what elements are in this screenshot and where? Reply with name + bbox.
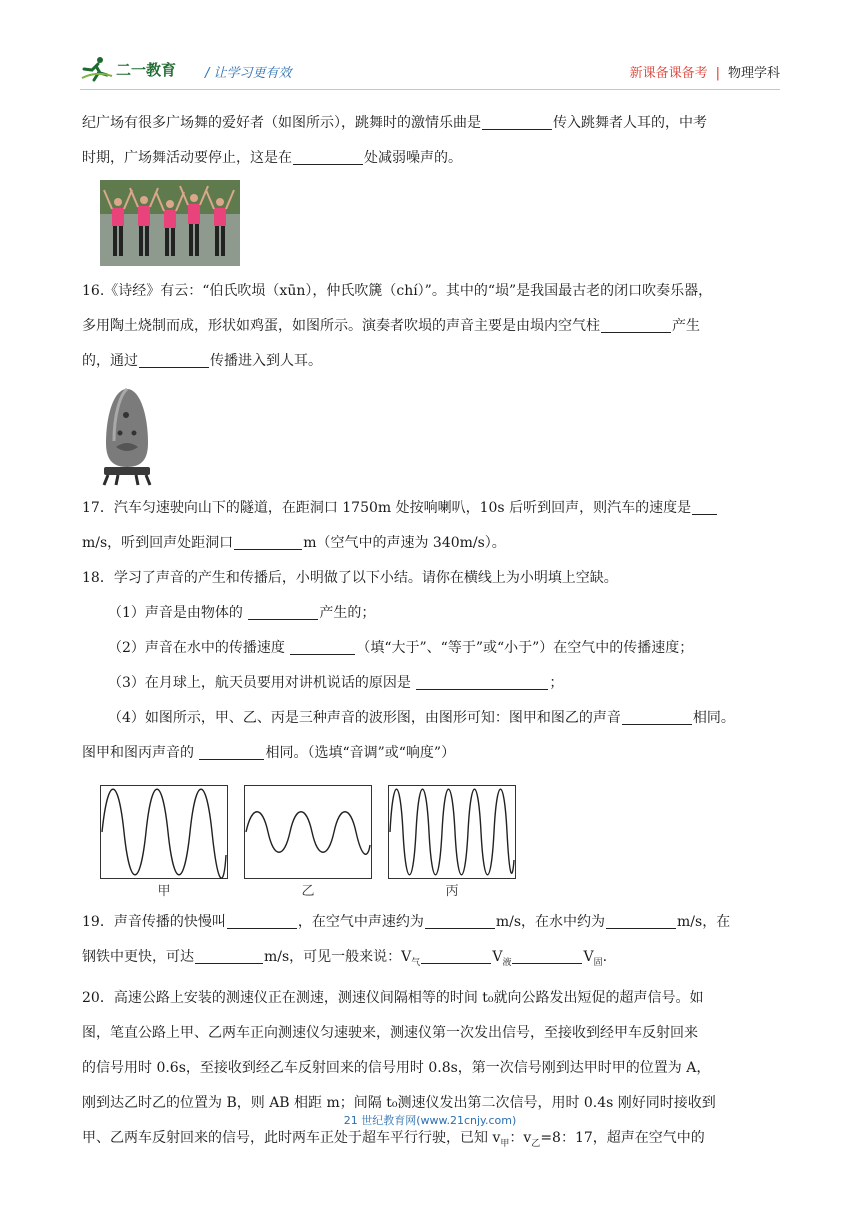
subscript: 固 — [593, 957, 603, 968]
header-tag: 新课备课备考 — [629, 66, 708, 81]
text: 刚到达乙时乙的位置为 B，则 AB 相距 m；间隔 t₀测速仪发出第二次信号，用时 0.4s 刚好同时接收到 — [82, 1094, 716, 1111]
text: 17．汽车匀速驶向山下的隧道，在距洞口 1750m 处按响喇叭，10s 后听到回声，则汽车的速度是 — [82, 500, 692, 516]
text: 传入跳舞者人耳的，中考 — [553, 115, 707, 131]
text: （4）如图所示，甲、乙、丙是三种声音的波形图，由图形可知：图甲和图乙的声音 — [108, 710, 621, 726]
blank — [421, 947, 491, 964]
blank — [512, 947, 582, 964]
blank — [622, 708, 692, 725]
blank — [199, 743, 264, 760]
waveform-label: 乙 — [301, 884, 315, 899]
subscript: 液 — [502, 957, 512, 968]
text-line — [82, 106, 780, 141]
text-line — [82, 526, 780, 561]
text-line — [82, 736, 780, 771]
question-18 — [82, 561, 780, 905]
text: m/s，在 — [677, 914, 731, 930]
question-20 — [82, 981, 780, 1162]
text-line — [82, 141, 780, 176]
blank — [601, 316, 671, 333]
question-19 — [82, 905, 780, 981]
text: 图，笔直公路上甲、乙两车正向测速仪匀速驶来，测速仪第一次发出信号，至接收到经甲车反射回来 — [82, 1024, 698, 1041]
text: 传播进入到人耳。 — [210, 353, 322, 369]
header-separator: | — [715, 66, 720, 81]
slogan: / 让学习更有效 — [205, 66, 292, 81]
text-line — [82, 940, 780, 981]
text: m（空气中的声速为 340m/s）。 — [303, 535, 506, 551]
text: （2）声音在水中的传播速度 — [108, 640, 290, 656]
text: 处减弱噪声的。 — [364, 150, 462, 166]
blank — [195, 947, 263, 964]
text: 纪广场有很多广场舞的爱好者（如图所示），跳舞时的激情乐曲是 — [82, 115, 481, 131]
waveform-jia-graph — [100, 785, 228, 879]
text: （1）声音是由物体的 — [108, 605, 248, 621]
text-line — [82, 561, 780, 596]
blank — [293, 148, 363, 165]
text: 相同。（选填“音调”或“响度”） — [265, 745, 456, 761]
blank — [425, 912, 495, 929]
blank — [248, 603, 318, 620]
text: 产生的； — [319, 605, 376, 621]
blank — [290, 638, 355, 655]
text: ，在空气中声速约为 — [297, 914, 424, 930]
blank — [416, 673, 548, 690]
text-line — [82, 701, 780, 736]
text-line — [82, 666, 780, 701]
text: 钢铁中更快，可达 — [82, 949, 194, 965]
blank — [606, 912, 676, 929]
text: 甲、乙两车反射回来的信号，此时两车正处于超车平行行驶，已知 v — [82, 1129, 501, 1146]
waveform-yi — [244, 785, 372, 905]
subscript: 乙 — [531, 1138, 541, 1149]
waveform-jia — [100, 785, 228, 905]
subscript: 气 — [411, 957, 421, 968]
text: 18．学习了声音的产生和传播后，小明做了以下小结。请你在横线上为小明填上空缺。 — [82, 570, 618, 586]
text: . — [602, 949, 608, 965]
header-right — [630, 62, 780, 81]
text: ：v — [509, 1129, 532, 1146]
text: V — [492, 949, 503, 965]
question-16 — [82, 274, 780, 487]
question-17 — [82, 491, 780, 561]
page-content — [82, 106, 780, 1162]
blank — [227, 912, 297, 929]
blank — [692, 498, 717, 515]
logo-text: 二一教育 — [116, 60, 177, 79]
text: （填“大于”、“等于”或“小于”）在空气中的传播速度； — [356, 640, 694, 656]
waveform-label: 甲 — [157, 884, 171, 899]
blank — [139, 351, 209, 368]
text: 相同。 — [692, 710, 735, 726]
text-line — [82, 981, 780, 1016]
text-line — [82, 344, 780, 379]
text: m/s，在水中约为 — [495, 914, 606, 930]
square-dance-photo — [100, 180, 240, 266]
waveform-yi-graph — [244, 785, 372, 879]
header-subject: 物理学科 — [727, 66, 780, 81]
text-line — [82, 1051, 780, 1086]
page-header — [80, 56, 780, 88]
question-15 — [82, 106, 780, 266]
text: 的信号用时 0.6s，至接收到经乙车反射回来的信号用时 0.8s，第一次信号刚到达甲时甲的位置为 A， — [82, 1059, 711, 1076]
text: 16.《诗经》有云：“伯氏吹埙（xūn），仲氏吹篪（chí）”。其中的“埙”是我国最古老的闭口吹奏乐器， — [82, 283, 713, 299]
text: 产生 — [672, 318, 700, 334]
text-line — [82, 1016, 780, 1051]
waveform-bing-graph — [388, 785, 516, 879]
text: 的，通过 — [82, 353, 138, 369]
text: （3）在月球上，航天员要用对讲机说话的原因是 — [108, 675, 416, 691]
text: =8：17，超声在空气中的 — [540, 1129, 705, 1146]
text: ； — [549, 675, 564, 691]
blank — [482, 113, 552, 130]
waveform-figures — [100, 785, 780, 905]
text-line — [82, 274, 780, 309]
text: 图甲和图丙声音的 — [82, 745, 199, 761]
text-line — [82, 491, 780, 526]
subscript: 甲 — [500, 1138, 510, 1149]
waveform-bing — [388, 785, 516, 905]
text: V — [583, 949, 594, 965]
text-line — [82, 596, 780, 631]
text: m/s，听到回声处距洞口 — [82, 535, 234, 551]
header-divider — [80, 89, 780, 90]
text: m/s，可见一般来说：V — [264, 949, 412, 965]
xun-instrument-photo — [100, 385, 154, 487]
waveform-label: 丙 — [445, 884, 459, 899]
runner-logo-icon — [80, 56, 114, 82]
text: 时期，广场舞活动要停止，这是在 — [82, 150, 292, 166]
text-line — [82, 309, 780, 344]
text: 20．高速公路上安装的测速仪正在测速，测速仪间隔相等的时间 t₀就向公路发出短促的超声信号。如 — [82, 989, 704, 1006]
blank — [234, 533, 302, 550]
page-footer[interactable]: 21 世纪教育网(www.21cnjy.com) — [343, 1114, 517, 1127]
text-line — [82, 905, 780, 940]
text-line — [82, 631, 780, 666]
logo — [80, 56, 176, 82]
text: 19．声音传播的快慢叫 — [82, 914, 226, 930]
text: 多用陶土烧制而成，形状如鸡蛋，如图所示。演奏者吹埙的声音主要是由埙内空气柱 — [82, 318, 600, 334]
